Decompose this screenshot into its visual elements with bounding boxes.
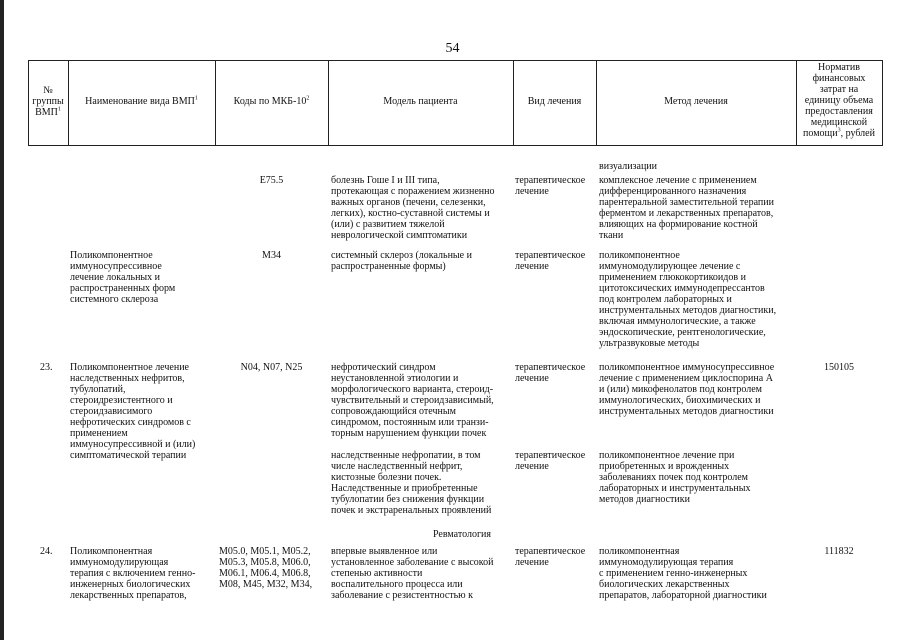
header-treatment-type: Вид лечения <box>527 96 582 107</box>
group-number-24: 24. <box>40 546 53 557</box>
table-top-border <box>28 60 882 61</box>
treatment-type-nephrotic: терапевтическое лечение <box>515 362 586 384</box>
header-icd-codes: Коды по МКБ-$10^2$ <box>233 95 310 107</box>
patient-model-nephrotic: нефротический синдром неустановленной этиологии и морфологического варианта, стероид- чувствительный и стероидзависимый, сопровождающийся отечным синдромом, постоянным или транзи- торным нарушением функции почек <box>331 362 494 439</box>
treatment-method-gaucher: комплексное лечение с применением дифференцированного назначения парентеральной заместительной терапии ферментом и лекарственных препаратов, влияющих на формирование костной ткани <box>599 175 774 241</box>
treatment-type-hereditary: терапевтическое лечение <box>515 450 586 472</box>
header-bottom-border <box>28 145 882 146</box>
header-patient-model: Модель пациента <box>383 96 458 107</box>
icd-codes-rheumatology: M05.0, M05.1, M05.2, M05.3, M05.8, M06.0, M06.1, M06.4, M06.8, M08, M45, M32, M34, <box>219 546 313 590</box>
patient-model-hereditary: наследственные нефропатии, в том числе наследственный нефрит, кистозные болезни почек. Наследственные и приобретенные тубулопатии без снижения функции почек и экстраренальных проявлений <box>331 450 492 516</box>
treatment-method-rheumatology: поликомпонентная иммуномодулирующая терапия с применением генно-инженерных биологических лекарственных препаратов, лабораторной диагностики <box>599 546 767 601</box>
patient-model-rheumatology: впервые выявленное или установленное заболевание с высокой степенью активности воспалительного процесса или заболевание с резистентностью к <box>331 546 494 601</box>
cost-norm-24: 111832 <box>824 546 854 557</box>
treatment-type-gaucher: терапевтическое лечение <box>515 175 586 197</box>
vmp-name-nephritis: Поликомпонентное лечение наследственных нефритов, тубулопатий, стероидрезистентного и стероидзависимого нефротических синдромов с применением иммуносупрессивной и (или) симптоматической терапии <box>70 362 196 461</box>
treatment-type-rheumatology: терапевтическое лечение <box>515 546 586 568</box>
icd-code-m34: M34 <box>262 250 281 261</box>
group-number-23: 23. <box>40 362 53 373</box>
patient-model-gaucher: болезнь Гоше I и III типа, протекающая с поражением жизненно важных органов (печени, селезенки, легких), костно-суставной системы и (или) с развитием тяжелой неврологической симптоматики <box>331 175 495 241</box>
section-heading-rheumatology: Ревматология <box>432 529 491 540</box>
scan-left-edge <box>0 0 4 640</box>
icd-code-e75: E75.5 <box>259 175 284 186</box>
patient-model-sclerosis: системный склероз (локальные и распространенные формы) <box>331 250 472 272</box>
treatment-method-nephrotic: поликомпонентное иммуносупрессивное лечение с применением циклоспорина А и (или) микофенолатов под контролем иммунологических, биохимических и инструментальных методов диагностики <box>599 362 775 417</box>
col-border-7 <box>882 60 883 146</box>
method-continuation: визуализации <box>599 161 657 172</box>
header-group-number: № группы ВМП$^1$ <box>32 85 64 118</box>
treatment-method-sclerosis: поликомпонентное иммуномодулирующее лечение с применением глюкокортикоидов и цитотоксических иммунодепрессантов под контролем лабораторных и инструментальных методов диагностики, включая иммунологические, а также эндоскопические, рентгенологические, ультразвуковые методы <box>599 250 777 349</box>
cost-norm-23: 150105 <box>824 362 854 373</box>
vmp-name-sclerosis: Поликомпонентное иммуносупрессивное лечение локальных и распространенных форм системного склероза <box>70 250 176 305</box>
icd-codes-nephritis: N04, N07, N25 <box>240 362 303 373</box>
page-number: 54 <box>445 41 460 56</box>
header-treatment-method: Метод лечения <box>664 96 728 107</box>
treatment-method-hereditary: поликомпонентное лечение при приобретенных и врожденных заболеваниях почек под контролем лабораторных и инструментальных методов диагностики <box>599 450 751 505</box>
vmp-name-rheumatology: Поликомпонентная иммуномодулирующая терапия с включением генно- инженерных биологических лекарственных препаратов, <box>70 546 196 601</box>
treatment-type-sclerosis: терапевтическое лечение <box>515 250 586 272</box>
header-cost-norm: Норматив финансовых затрат на единицу объема предоставления медицинской помощи$^3$, рублей <box>803 62 875 139</box>
header-vmp-name: Наименование вида ВМП$^1$ <box>85 95 198 107</box>
